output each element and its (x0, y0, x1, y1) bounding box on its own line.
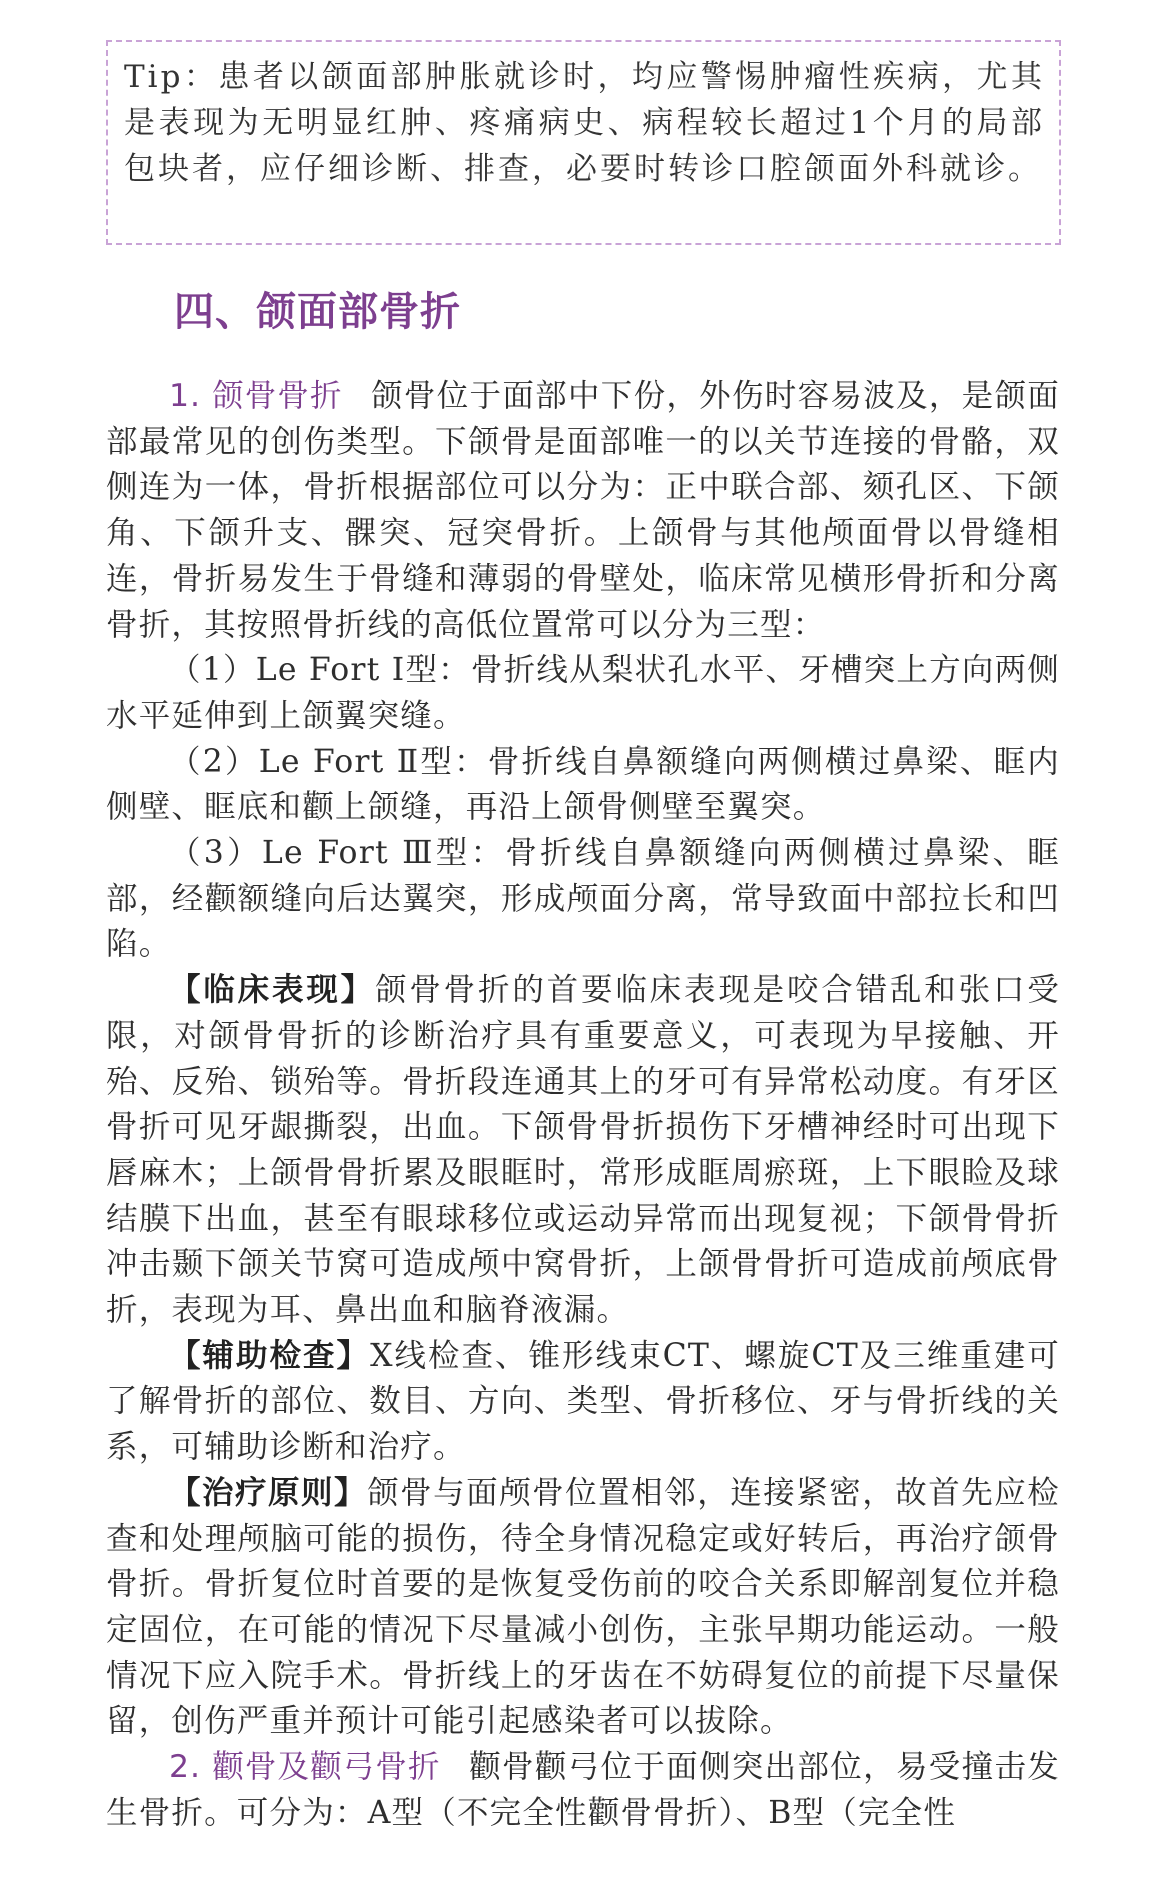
le-fort-type-3: （3）Le Fort Ⅲ型：骨折线自鼻额缝向两侧横过鼻梁、眶部，经颧额缝向后达翼突，形成颅面分离，常导致面中部拉长和凹陷。 (106, 835, 1060, 963)
heading-treatment: 【治疗原则】 (169, 1474, 368, 1511)
tip-box (106, 40, 1061, 245)
subheading-jaw-fracture: 1. 颌骨骨折 (169, 378, 343, 414)
paragraph-clinical-text: 颌骨骨折的首要临床表现是咬合错乱和张口受限，对颌骨骨折的诊断治疗具有重要意义，可表现为早接触、开殆、反殆、锁殆等。骨折段连通其上的牙可有异常松动度。有牙区骨折可见牙龈撕裂，出血。下颌骨骨折损伤下牙槽神经时可出现下唇麻木；上颌骨骨折累及眼眶时，常形成眶周瘀斑，上下眼睑及球结膜下出血，甚至有眼球移位或运动异常而出现复视；下颌骨骨折冲击颞下颌关节窝可造成颅中窝骨折，上颌骨骨折可造成前颅底骨折，表现为耳、鼻出血和脑脊液漏。 (106, 972, 1060, 1329)
subheading-zygomatic-fracture: 2. 颧骨及颧弓骨折 (169, 1749, 441, 1786)
paragraph-clinical (106, 968, 1060, 1334)
heading-clinical: 【临床表现】 (169, 972, 375, 1009)
body-text (106, 374, 1060, 1837)
heading-auxiliary: 【辅助检查】 (169, 1337, 371, 1374)
paragraph-jaw-fracture (106, 374, 1060, 648)
tip-text: Tip：患者以颌面部肿胀就诊时，均应警惕肿瘤性疾病，尤其是表现为无明显红肿、疼痛病史、病程较长超过1个月的局部包块者，应仔细诊断、排查，必要时转诊口腔颌面外科就诊。 (124, 59, 1045, 187)
paragraph-zygomatic-text: 颧骨颧弓位于面侧突出部位，易受撞击发生骨折。可分为：A型（不完全性颧骨骨折）、B型（完全性 (106, 1749, 1060, 1831)
paragraph-zygomatic-fracture (106, 1745, 1060, 1836)
paragraph-auxiliary (106, 1334, 1060, 1471)
paragraph-jaw-fracture-text: 颌骨位于面部中下份，外伤时容易波及，是颌面部最常见的创伤类型。下颌骨是面部唯一的以关节连接的骨骼，双侧连为一体，骨折根据部位可以分为：正中联合部、颏孔区、下颌角、下颌升支、髁突、冠突骨折。上颌骨与其他颅面骨以骨缝相连，骨折易发生于骨缝和薄弱的骨壁处，临床常见横形骨折和分离骨折，其按照骨折线的高低位置常可以分为三型： (106, 378, 1060, 643)
le-fort-type-2: （2）Le Fort Ⅱ型：骨折线自鼻额缝向两侧横过鼻梁、眶内侧壁、眶底和颧上颌缝，再沿上颌骨侧壁至翼突。 (106, 743, 1060, 826)
le-fort-type-1: （1）Le Fort Ⅰ型：骨折线从梨状孔水平、牙槽突上方向两侧水平延伸到上颌翼突缝。 (106, 652, 1060, 734)
section-title: 四、颌面部骨折 (174, 289, 461, 335)
paragraph-auxiliary-text: X线检查、锥形线束CT、螺旋CT及三维重建可了解骨折的部位、数目、方向、类型、骨折移位、牙与骨折线的关系，可辅助诊断和治疗。 (106, 1337, 1060, 1466)
paragraph-treatment-text: 颌骨与面颅骨位置相邻，连接紧密，故首先应检查和处理颅脑可能的损伤，待全身情况稳定或好转后，再治疗颌骨骨折。骨折复位时首要的是恢复受伤前的咬合关系即解剖复位并稳定固位，在可能的情况下尽量减小创伤，主张早期功能运动。一般情况下应入院手术。骨折线上的牙齿在不妨碍复位的前提下尽量保留，创伤严重并预计可能引起感染者可以拔除。 (106, 1474, 1061, 1740)
paragraph-treatment (106, 1471, 1060, 1745)
